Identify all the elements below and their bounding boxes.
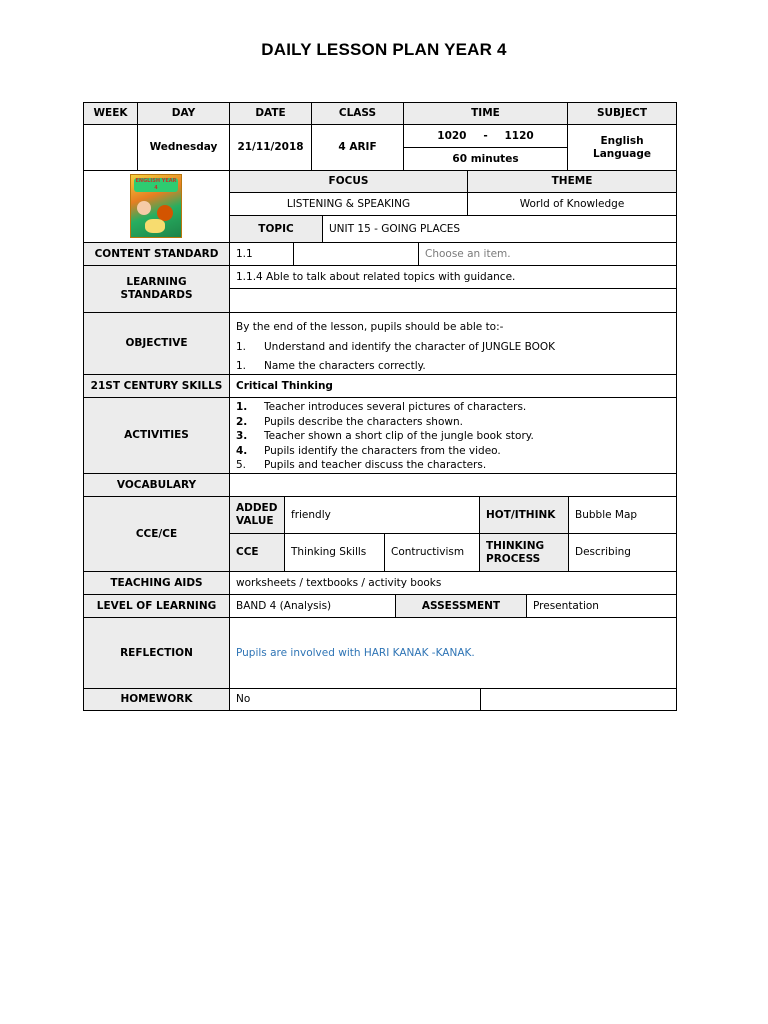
activity-item: 2. Pupils describe the characters shown. [236,415,463,428]
class-cell: 4 ARIF [311,124,404,171]
cce-label: CCE/CE [83,496,230,572]
cce-value-1: Thinking Skills [284,533,385,572]
header-week: WEEK [83,102,138,125]
reflection-value: Pupils are involved with HARI KANAK -KANAK. [229,617,677,689]
cover-character-3 [145,219,165,233]
theme-label: THEME [467,170,677,193]
thinking-process-value: Describing [568,533,677,572]
level-label: LEVEL OF LEARNING [83,594,230,618]
cover-character-1 [137,201,151,215]
assessment-value: Presentation [526,594,677,618]
activity-item: 1. Teacher introduces several pictures of characters. [236,401,527,413]
activity-item: 4. Pupils identify the characters from the video. [236,444,501,457]
century-skills-label: 21ST CENTURY SKILLS [83,374,230,398]
added-value-label: ADDED VALUE [229,496,285,534]
learning-standards-line1: 1.1.4 Able to talk about related topics with guidance. [229,265,677,289]
learning-standards-label: LEARNING STANDARDS [83,265,230,313]
book-cover-image [130,174,182,238]
activities-cell [229,397,677,474]
day-cell: Wednesday [137,124,230,171]
homework-value: No [229,688,481,711]
book-cover-caption: ENGLISH YEAR 4 [135,178,177,191]
objective-cell [229,312,677,375]
focus-value: LISTENING & SPEAKING [229,192,468,216]
homework-value-2 [480,688,677,711]
theme-value: World of Knowledge [467,192,677,216]
header-day: DAY [137,102,230,125]
cce-sub-label: CCE [229,533,285,572]
subject-cell: English Language [567,124,677,171]
focus-label: FOCUS [229,170,468,193]
learning-standards-line2 [229,288,677,313]
objective-item: 1. Understand and identify the character of JUNGLE BOOK [236,340,556,353]
time-end: 1120 [504,129,534,142]
thinking-process-label: THINKING PROCESS [479,533,569,572]
duration-cell: 60 minutes [403,147,568,171]
week-cell [83,124,138,171]
century-skills-value: Critical Thinking [229,374,677,398]
added-value-value: friendly [284,496,480,534]
header-date: DATE [229,102,312,125]
date-cell: 21/11/2018 [229,124,312,171]
objective-label: OBJECTIVE [83,312,230,375]
topic-value: UNIT 15 - GOING PLACES [322,215,677,243]
activity-item: 5. Pupils and teacher discuss the characters. [236,459,487,472]
time-range-cell [403,124,568,148]
hot-ithink-label: HOT/ITHINK [479,496,569,534]
content-standard-dropdown[interactable]: Choose an item. [418,242,677,266]
objective-item: 1. Name the characters correctly. [236,360,426,372]
time-start: 1020 [437,129,467,142]
header-time: TIME [403,102,568,125]
cce-value-2: Contructivism [384,533,480,572]
page-title: DAILY LESSON PLAN YEAR 4 [261,40,507,59]
level-value: BAND 4 (Analysis) [229,594,396,618]
header-class: CLASS [311,102,404,125]
activity-item: 3. Teacher shown a short clip of the jungle book story. [236,430,534,443]
topic-label: TOPIC [229,215,323,243]
content-standard-value-2 [293,242,419,266]
activities-label: ACTIVITIES [83,397,230,474]
objective-intro: By the end of the lesson, pupils should be able to:- [236,321,504,333]
header-subject: SUBJECT [567,102,677,125]
time-separator: - [483,129,488,142]
vocabulary-value [229,473,677,497]
teaching-aids-label: TEACHING AIDS [83,571,230,595]
homework-label: HOMEWORK [83,688,230,711]
reflection-label: REFLECTION [83,617,230,689]
content-standard-value: 1.1 [229,242,294,266]
vocabulary-label: VOCABULARY [83,473,230,497]
content-standard-label: CONTENT STANDARD [83,242,230,266]
hot-ithink-value: Bubble Map [568,496,677,534]
teaching-aids-value: worksheets / textbooks / activity books [229,571,677,595]
assessment-label: ASSESSMENT [395,594,527,618]
